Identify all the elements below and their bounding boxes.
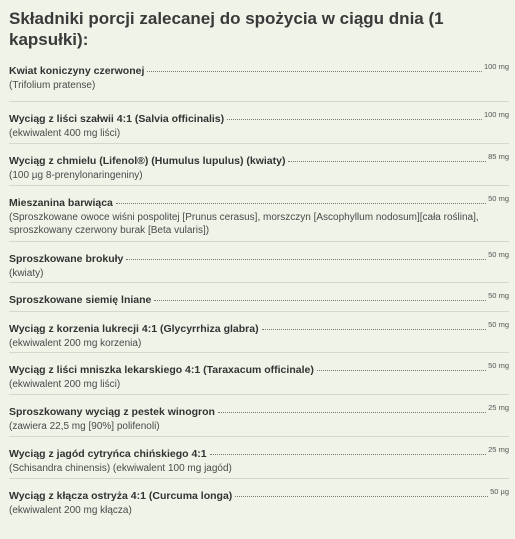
ingredient-list	[9, 62, 509, 519]
ingredient-name: Wyciąg z liści szałwii 4:1 (Salvia officinalis)	[9, 113, 225, 125]
ingredient-amount: 100 mg	[483, 62, 509, 71]
ingredient-name: Sproszkowany wyciąg z pestek winogron	[9, 406, 215, 418]
ingredient-item	[9, 437, 509, 479]
ingredient-amount: 50 mg	[488, 361, 509, 370]
ingredient-row	[9, 487, 509, 502]
ingredient-description: (Sproszkowane owoce wiśni pospolitej [Prunus cerasus], morszczyn [Ascophyllum nodosum][cała roślina], sproszkowany czerwony burak [Beta vularis])	[9, 212, 479, 236]
ingredient-row	[9, 403, 509, 418]
ingredient-amount: 25 mg	[488, 445, 509, 454]
ingredient-description: (zawiera 22,5 mg [90%] polifenoli)	[9, 421, 160, 432]
dotted-leader	[126, 259, 486, 260]
ingredient-item	[9, 479, 509, 519]
ingredient-amount: 50 mg	[488, 291, 509, 300]
ingredient-item	[9, 144, 509, 186]
ingredient-amount: 50 mg	[488, 250, 509, 259]
ingredient-name: Wyciąg z korzenia lukrecji 4:1 (Glycyrrhiza glabra)	[9, 323, 259, 335]
ingredient-row	[9, 445, 509, 460]
ingredient-name: Mieszanina barwiąca	[9, 197, 113, 209]
ingredient-row	[9, 110, 509, 125]
ingredient-item	[9, 283, 509, 312]
dotted-leader	[227, 119, 482, 120]
ingredient-item	[9, 353, 509, 395]
ingredient-item	[9, 102, 509, 144]
ingredient-item	[9, 62, 509, 102]
ingredient-description: (100 µg 8-prenylonaringeniny)	[9, 170, 143, 181]
ingredient-item	[9, 395, 509, 437]
dotted-leader	[116, 203, 486, 204]
ingredient-item	[9, 186, 509, 242]
ingredient-description: (Trifolium pratense)	[9, 80, 96, 91]
ingredient-row	[9, 194, 509, 209]
ingredient-row	[9, 250, 509, 265]
ingredient-description: (ekwiwalent 200 mg kłącza)	[9, 505, 132, 516]
ingredient-name: Sproszkowane brokuły	[9, 253, 124, 265]
ingredient-item	[9, 242, 509, 283]
ingredient-description: (ekwiwalent 200 mg liści)	[9, 379, 121, 390]
ingredient-description: (kwiaty)	[9, 268, 44, 279]
dotted-leader	[235, 496, 488, 497]
ingredient-name: Wyciąg z chmielu (Lifenol®) (Humulus lupulus) (kwiaty)	[9, 155, 286, 167]
dotted-leader	[317, 370, 486, 371]
ingredient-name: Sproszkowane siemię lniane	[9, 294, 152, 306]
ingredient-row	[9, 291, 509, 306]
dotted-leader	[210, 454, 487, 455]
ingredient-name: Wyciąg z kłącza ostryża 4:1 (Curcuma longa)	[9, 490, 233, 502]
ingredient-row	[9, 62, 509, 77]
ingredient-amount: 50 mg	[488, 320, 509, 329]
dotted-leader	[288, 161, 486, 162]
ingredient-description: (ekwiwalent 400 mg liści)	[9, 128, 121, 139]
dotted-leader	[262, 329, 487, 330]
ingredient-name: Kwiat koniczyny czerwonej	[9, 65, 145, 77]
ingredient-name: Wyciąg z jagód cytryńca chińskiego 4:1	[9, 448, 207, 460]
ingredient-amount: 50 mg	[488, 194, 509, 203]
ingredient-row	[9, 320, 509, 335]
ingredient-amount: 100 mg	[483, 110, 509, 119]
ingredient-name: Wyciąg z liści mniszka lekarskiego 4:1 (Taraxacum officinale)	[9, 364, 314, 376]
ingredient-row	[9, 152, 509, 167]
ingredient-description: (ekwiwalent 200 mg korzenia)	[9, 338, 142, 349]
ingredient-amount: 85 mg	[488, 152, 509, 161]
dotted-leader	[154, 300, 486, 301]
dotted-leader	[218, 412, 486, 413]
page-title: Składniki porcji zalecanej do spożycia w ciągu dnia (1 kapsułki):	[9, 9, 444, 49]
ingredient-description: (Schisandra chinensis) (ekwiwalent 100 mg jagód)	[9, 463, 232, 474]
ingredient-amount: 25 mg	[488, 403, 509, 412]
dotted-leader	[147, 71, 482, 72]
ingredient-row	[9, 361, 509, 376]
ingredient-amount: 50 µg	[490, 487, 509, 496]
ingredient-item	[9, 312, 509, 353]
